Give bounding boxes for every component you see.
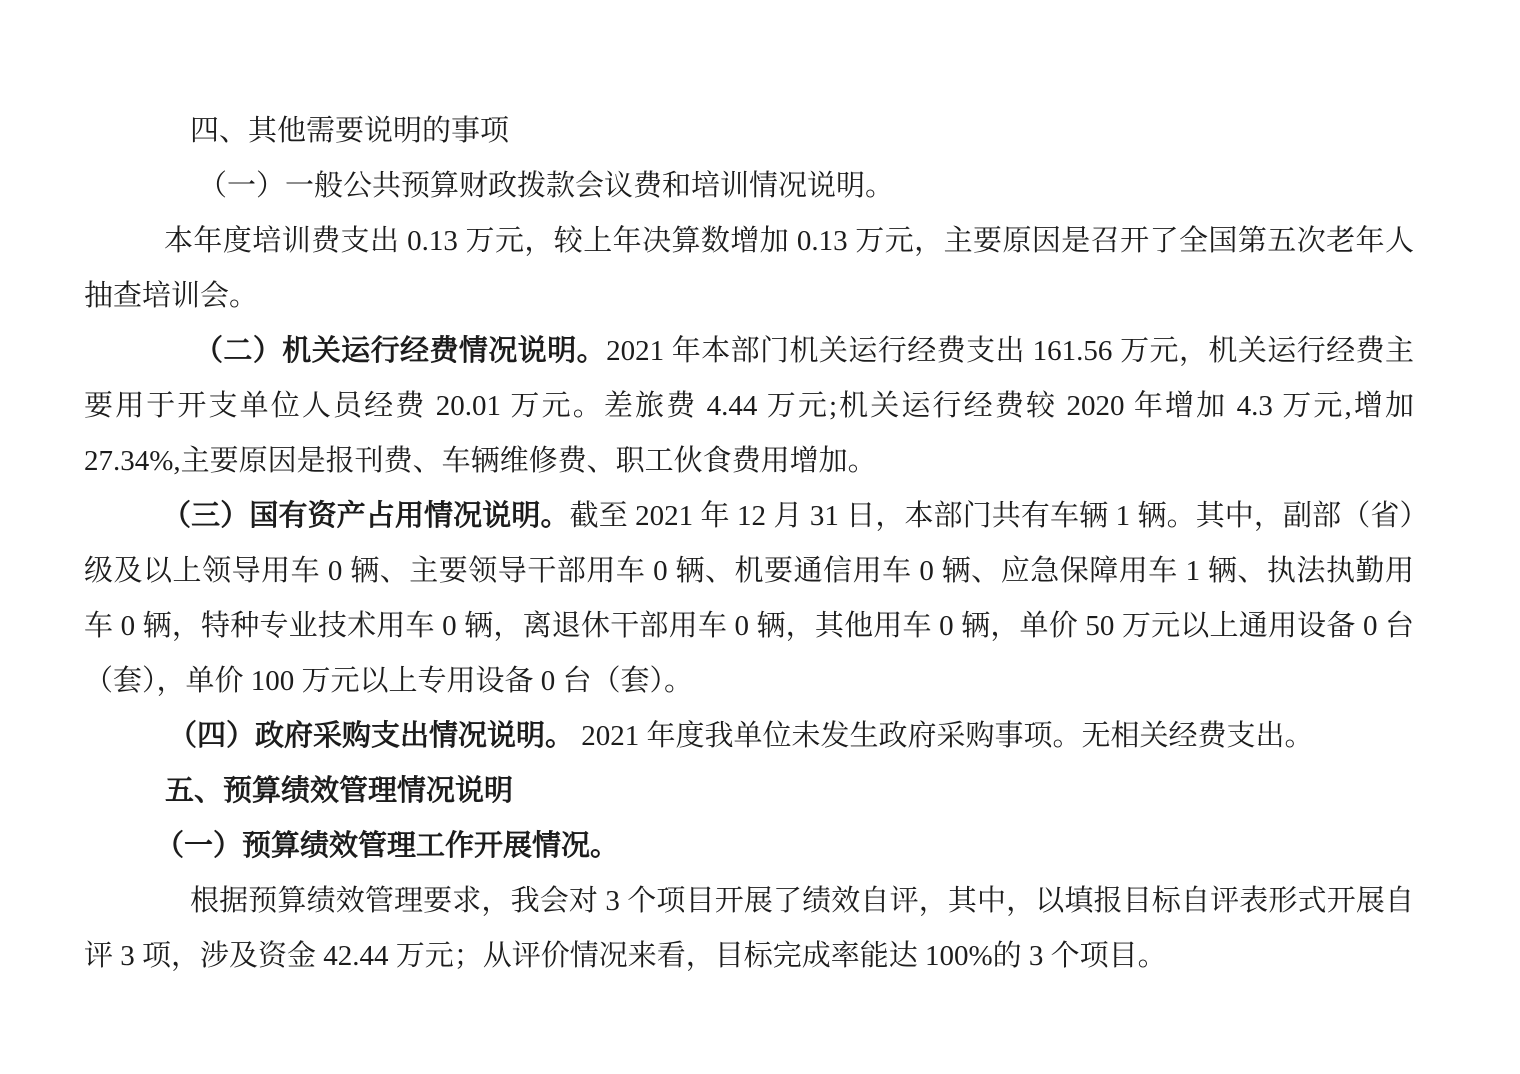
- paragraph-state-assets: [84, 489, 1414, 709]
- subheading-meeting-training: （一）一般公共预算财政拨款会议费和培训情况说明。: [198, 170, 895, 202]
- state-assets-text: 截至 2021 年 12 月 31 日，本部门共有车辆 1 辆。其中，副部（省）级及以上领导用车 0 辆、主要领导干部用车 0 辆、机要通信用车 0 辆、应急保障用车 1 辆、执法执勤用车 0 辆，特种专业技术用车 0 辆，离退休干部用车 0 辆，其他用车 0 辆，单价 50 万元以上通用设备 0 台（套），单价 100 万元以上专用设备 0 台（套）。: [84, 500, 1414, 697]
- paragraph-government-procurement: [84, 709, 1414, 764]
- subheading-performance-work: （一）预算绩效管理工作开展情况。: [155, 830, 620, 862]
- heading-budget-performance: 五、预算绩效管理情况说明: [165, 775, 514, 807]
- paragraph-performance-self-evaluation: 根据预算绩效管理要求，我会对 3 个项目开展了绩效自评，其中，以填报目标自评表形式开展自评 3 项，涉及资金 42.44 万元；从评价情况来看，目标完成率能达 100%的 3 个项目。: [84, 885, 1414, 972]
- operating-expense-lead: （二）机关运行经费情况说明。: [194, 335, 607, 367]
- paragraph-operating-expense: [84, 324, 1414, 489]
- operating-expense-text: 2021 年本部门机关运行经费支出 161.56 万元，机关运行经费主要用于开支单位人员经费 20.01 万元。差旅费 4.44 万元;机关运行经费较 2020 年增加 4.3 万元,增加 27.34%,主要原因是报刊费、车辆维修费、职工伙食费用增加。: [84, 335, 1414, 477]
- paragraph-training-fee: 本年度培训费支出 0.13 万元，较上年决算数增加 0.13 万元，主要原因是召开了全国第五次老年人抽查培训会。: [84, 225, 1414, 312]
- government-procurement-text: 2021 年度我单位未发生政府采购事项。无相关经费支出。: [574, 720, 1314, 752]
- state-assets-lead: （三）国有资产占用情况说明。: [162, 500, 570, 532]
- heading-other-matters: 四、其他需要说明的事项: [190, 115, 510, 147]
- government-procurement-lead: （四）政府采购支出情况说明。: [168, 720, 575, 752]
